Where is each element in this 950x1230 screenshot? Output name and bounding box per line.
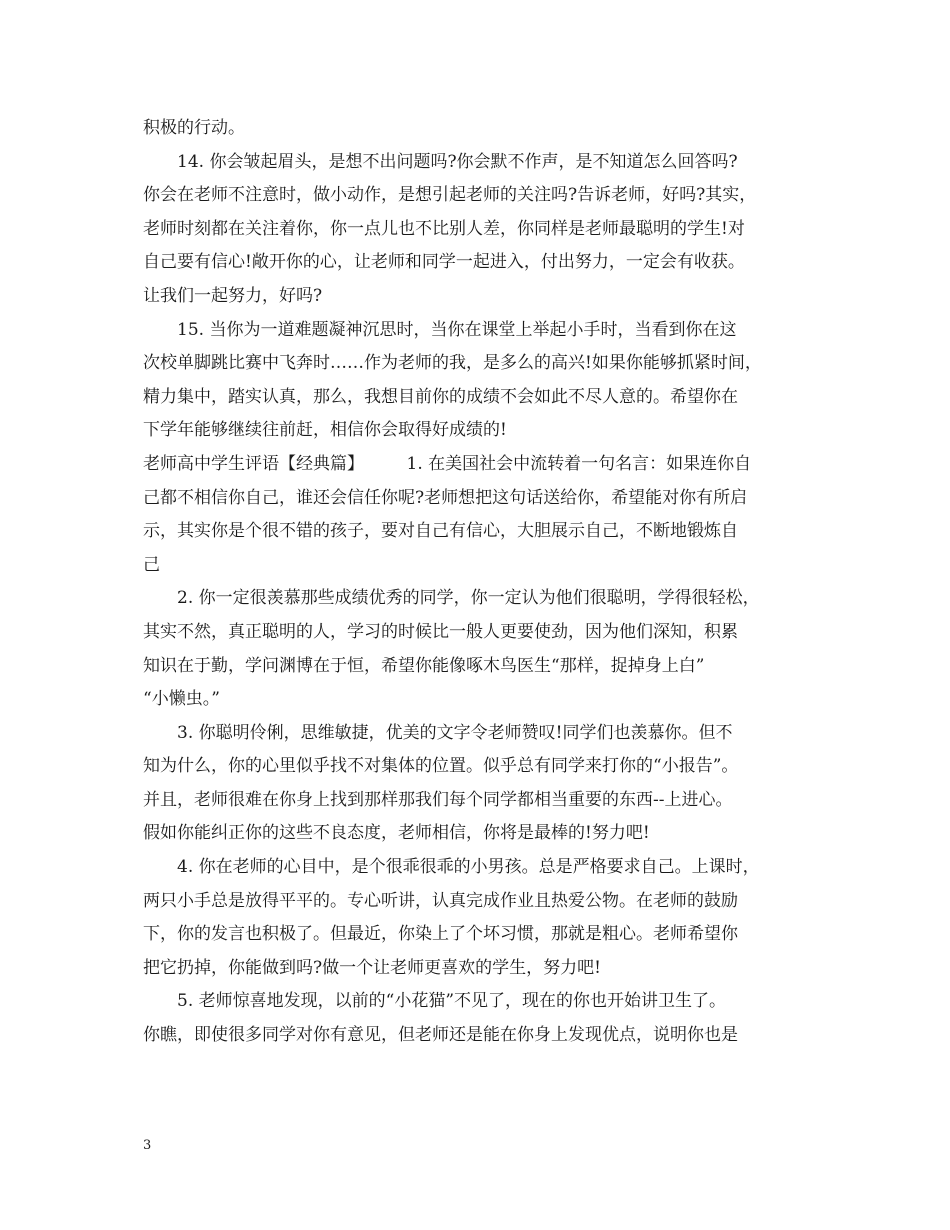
text-line: “小懒虫。” bbox=[143, 689, 220, 710]
text-line: 其实不然，真正聪明的人，学习的时候比一般人更要使劲，因为他们深知，积累 bbox=[143, 621, 738, 642]
text-line: 把它扔掉，你能做到吗?做一个让老师更喜欢的学生，努力吧! bbox=[143, 957, 601, 978]
text-line: 下，你的发言也积极了。但最近，你染上了个坏习惯，那就是粗心。老师希望你 bbox=[143, 924, 738, 945]
text-line: 己 bbox=[143, 554, 160, 575]
text-line: 15. 当你为一道难题凝神沉思时，当你在课堂上举起小手时，当看到你在这 bbox=[143, 319, 737, 340]
text-line: 精力集中，踏实认真，那么，我想目前你的成绩不会如此不尽人意的。希望你在 bbox=[143, 386, 738, 407]
text-line: 老师时刻都在关注着你，你一点儿也不比别人差，你同样是老师最聪明的学生!对 bbox=[143, 218, 745, 239]
page-number: 3 bbox=[143, 1138, 152, 1153]
text-line: 知识在于勤，学问渊博在于恒，希望你能像啄木鸟医生“那样，捉掉身上白” bbox=[143, 655, 705, 676]
text-line: 让我们一起努力，好吗? bbox=[143, 285, 323, 306]
document-body bbox=[143, 112, 823, 1053]
text-line: 积极的行动。 bbox=[143, 118, 245, 138]
text-line: 次校单脚跳比赛中飞奔时……作为老师的我，是多么的高兴!如果你能够抓紧时间， bbox=[143, 353, 762, 374]
section-heading-line: 老师高中学生评语【经典篇】 1. 在美国社会中流转着一句名言：如果连你自 bbox=[143, 453, 752, 474]
text-line: 下学年能够继续往前赶，相信你会取得好成绩的! bbox=[143, 420, 507, 441]
text-line: 你瞧，即使很多同学对你有意见，但老师还是能在你身上发现优点，说明你也是 bbox=[143, 1025, 738, 1046]
text-line: 你会在老师不注意时，做小动作，是想引起老师的关注吗?告诉老师，好吗?其实， bbox=[143, 185, 757, 206]
text-line: 自己要有信心!敞开你的心，让老师和同学一起进入，付出努力，一定会有收获。 bbox=[143, 252, 745, 273]
text-line: 两只小手总是放得平平的。专心听讲，认真完成作业且热爱公物。在老师的鼓励 bbox=[143, 890, 738, 911]
text-line: 4. 你在老师的心目中，是个很乖很乖的小男孩。总是严格要求自己。上课时， bbox=[143, 857, 760, 878]
text-line: 3. 你聪明伶俐，思维敏捷，优美的文字令老师赞叹!同学们也羡慕你。但不 bbox=[143, 722, 733, 743]
text-line: 假如你能纠正你的这些不良态度，老师相信，你将是最棒的!努力吧! bbox=[143, 823, 650, 844]
text-line: 并且，老师很难在你身上找到那样那我们每个同学都相当重要的东西--上进心。 bbox=[143, 789, 733, 810]
text-line: 示，其实你是个很不错的孩子，要对自己有信心，大胆展示自己，不断地锻炼自 bbox=[143, 521, 738, 542]
text-line: 14. 你会皱起眉头，是想不出问题吗?你会默不作声，是不知道怎么回答吗? bbox=[143, 151, 738, 172]
text-line: 知为什么，你的心里似乎找不对集体的位置。似乎总有同学来打你的“小报告”。 bbox=[143, 756, 739, 777]
text-line: 己都不相信你自己，谁还会信任你呢?老师想把这句话送给你，希望能对你有所启 bbox=[143, 487, 748, 508]
text-line: 5. 老师惊喜地发现，以前的“小花猫”不见了，现在的你也开始讲卫生了。 bbox=[143, 991, 727, 1012]
text-line: 2. 你一定很羡慕那些成绩优秀的同学，你一定认为他们很聪明，学得很轻松， bbox=[143, 588, 760, 609]
